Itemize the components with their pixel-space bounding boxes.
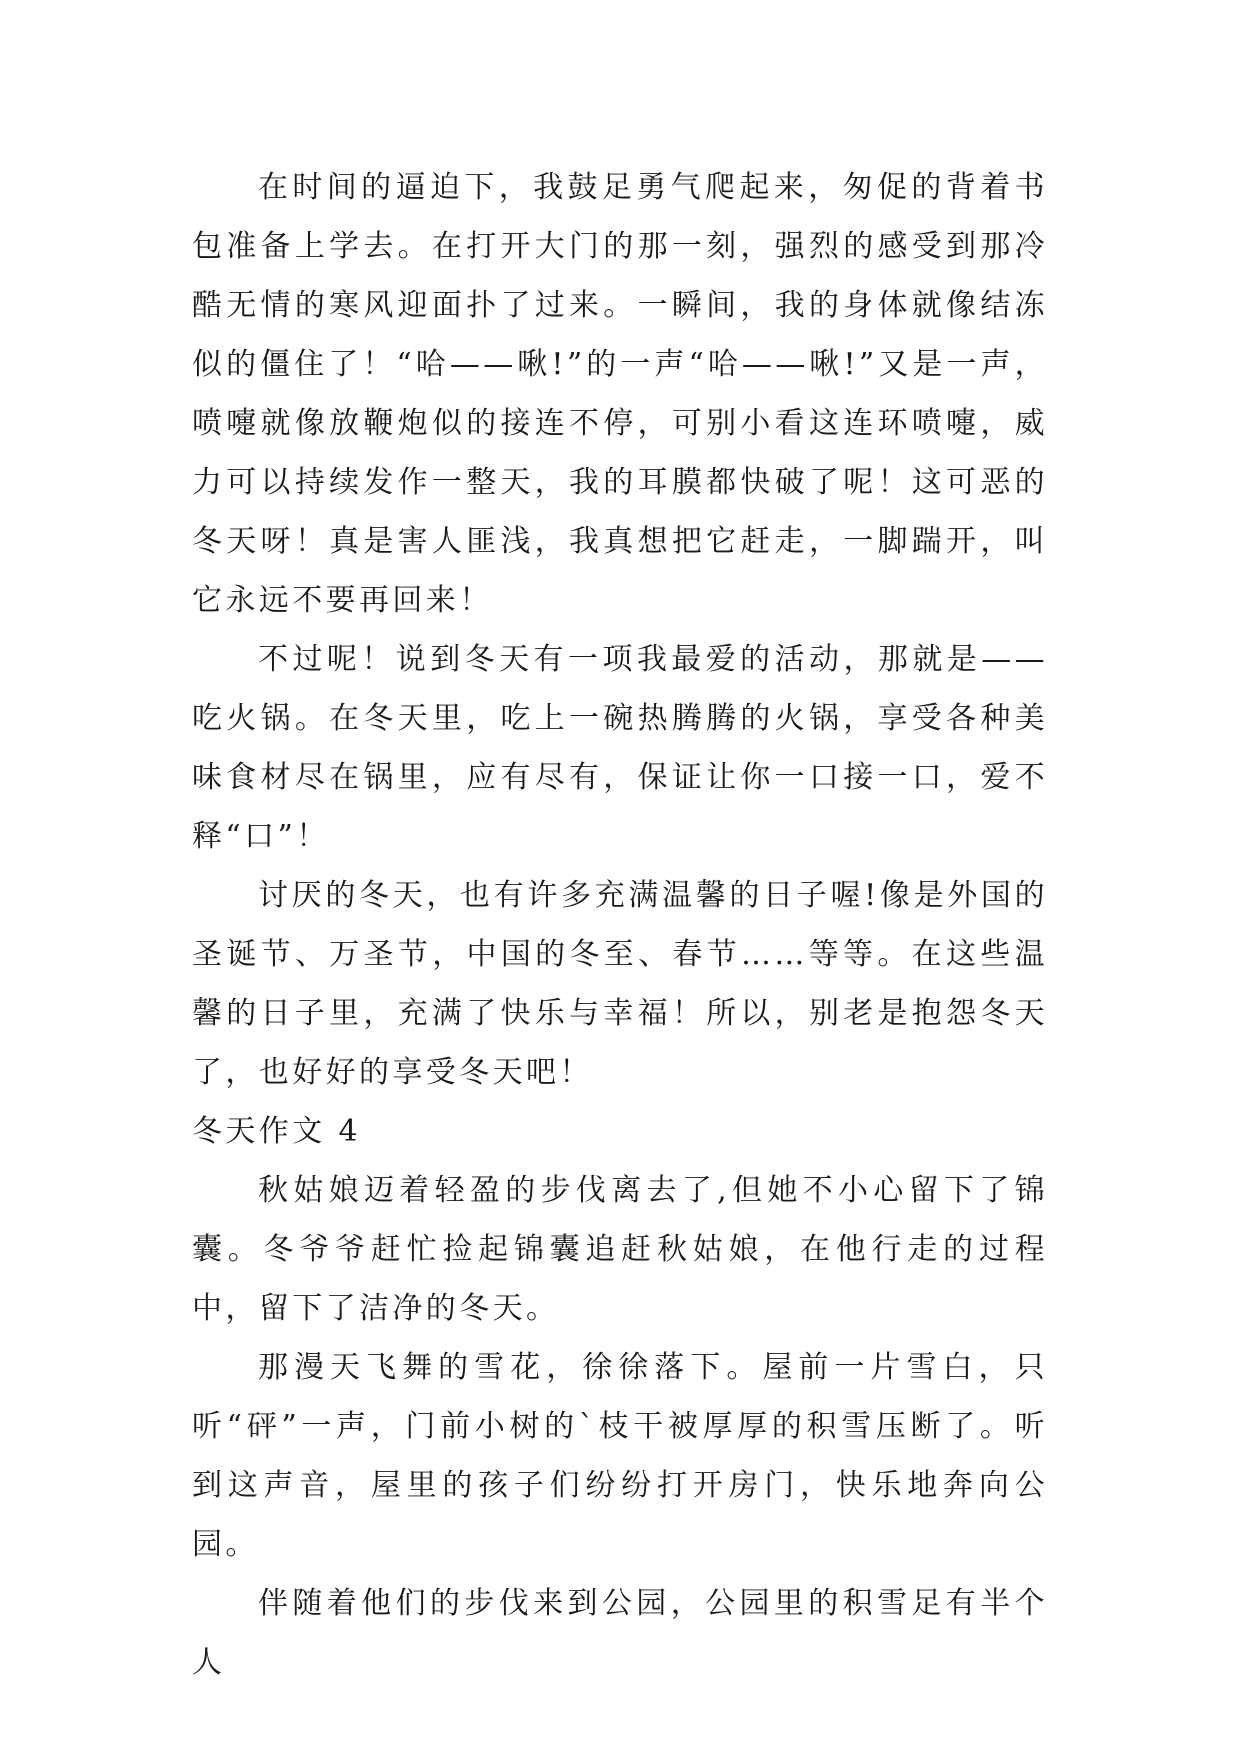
section-heading: 冬天作文 4 xyxy=(192,1114,362,1149)
paragraph-holidays: 讨厌的冬天，也有许多充满温馨的日子喔!像是外国的圣诞节、万圣节，中国的冬至、春节……等等。在这些温馨的日子里，充满了快乐与幸福！所以，别老是抱怨冬天了，也好好的享受冬天吧！ xyxy=(192,878,1048,1090)
document-body xyxy=(192,158,1048,1692)
paragraph-park: 伴随着他们的步伐来到公园，公园里的积雪足有半个人 xyxy=(192,1586,1048,1680)
paragraph-autumn-girl: 秋姑娘迈着轻盈的步伐离去了,但她不小心留下了锦囊。冬爷爷赶忙捡起锦囊追赶秋姑娘，在他行走的过程中，留下了洁净的冬天。 xyxy=(192,1173,1048,1326)
paragraph-snowflakes: 那漫天飞舞的雪花，徐徐落下。屋前一片雪白，只听“砰”一声，门前小树的`枝干被厚厚的积雪压断了。听到这声音，屋里的孩子们纷纷打开房门，快乐地奔向公园。 xyxy=(192,1350,1048,1562)
paragraph-hotpot: 不过呢！说到冬天有一项我最爱的活动，那就是——吃火锅。在冬天里，吃上一碗热腾腾的火锅，享受各种美味食材尽在锅里，应有尽有，保证让你一口接一口，爱不释“口”！ xyxy=(192,642,1048,854)
paragraph-winter-morning: 在时间的逼迫下，我鼓足勇气爬起来，匆促的背着书包准备上学去。在打开大门的那一刻，强烈的感受到那冷酷无情的寒风迎面扑了过来。一瞬间，我的身体就像结冻似的僵住了！“哈——啾!”的一声“哈——啾!”又是一声，喷嚏就像放鞭炮似的接连不停，可别小看这连环喷嚏，威力可以持续发作一整天，我的耳膜都快破了呢！这可恶的冬天呀！真是害人匪浅，我真想把它赶走，一脚踹开，叫它永远不要再回来！ xyxy=(192,170,1048,618)
